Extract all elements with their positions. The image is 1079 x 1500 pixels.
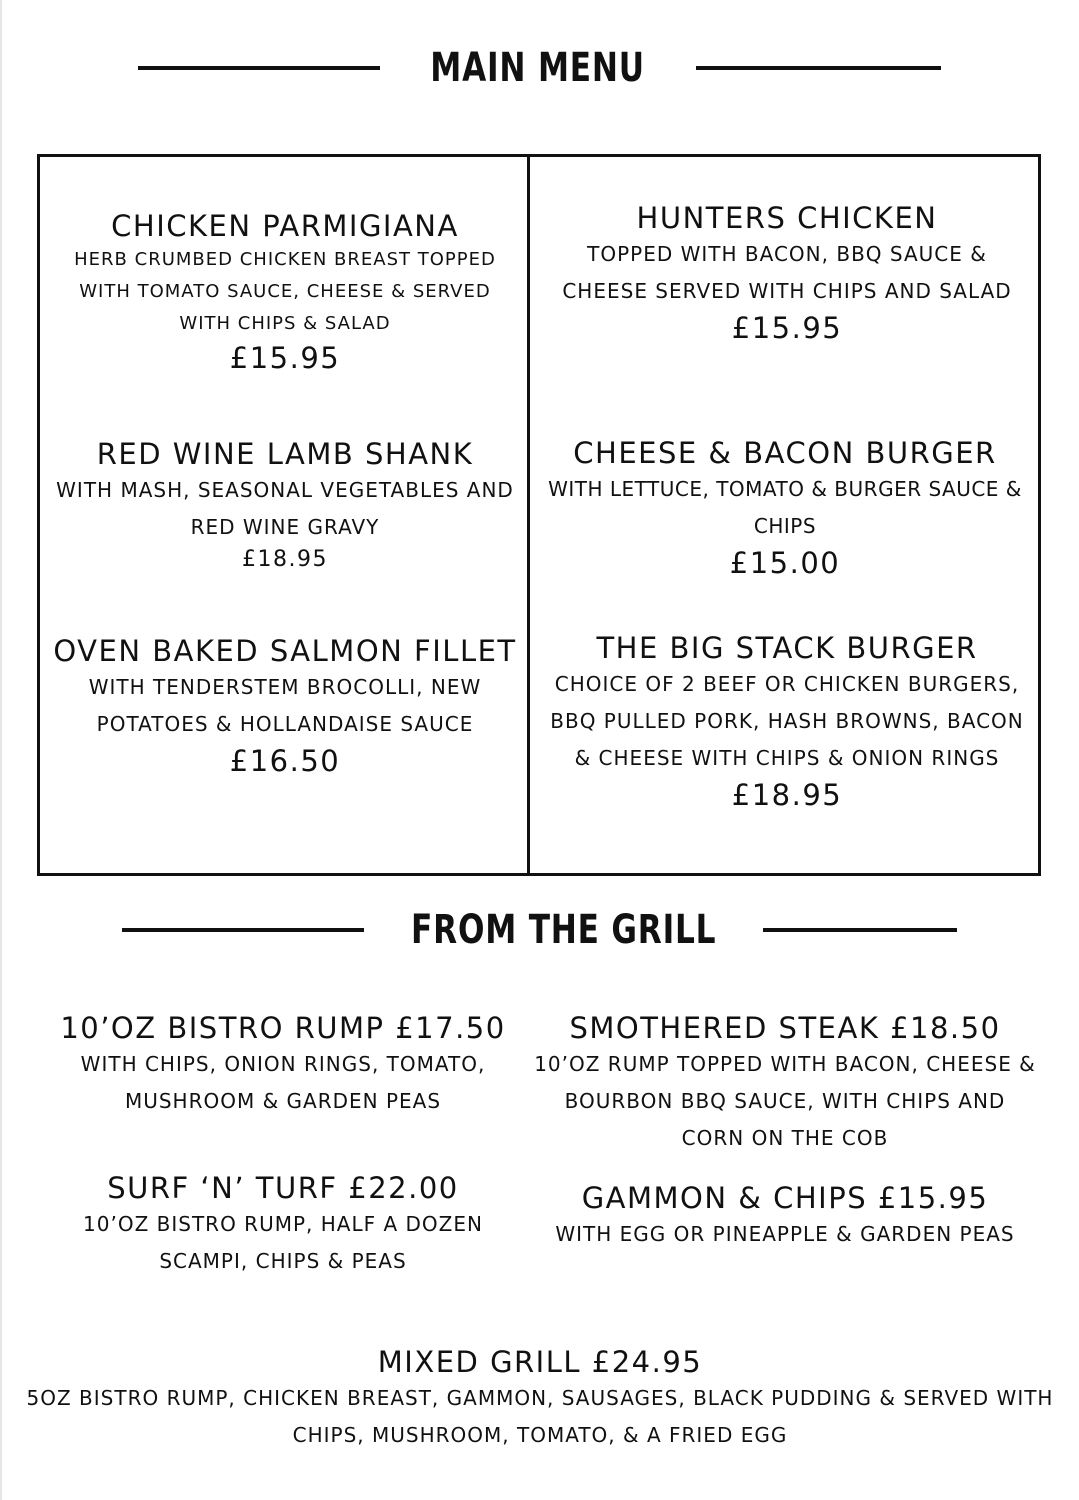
grill-title: FROM THE GRILL	[410, 907, 717, 953]
item-description: HERB CRUMBED CHICKEN BREAST TOPPED WITH TOMATO SAUCE, CHEESE & SERVED WITH CHIPS & SALAD	[74, 248, 496, 334]
item-description: 10’OZ BISTRO RUMP, HALF A DOZEN SCAMPI, CHIPS & PEAS	[83, 1211, 483, 1273]
item-price: £18.95	[731, 777, 843, 812]
item-name: CHICKEN PARMIGIANA	[111, 209, 459, 243]
main-menu-box	[37, 154, 1041, 876]
menu-item	[530, 436, 1040, 582]
item-name: MIXED GRILL £24.95	[377, 1345, 703, 1379]
item-description: CHOICE OF 2 BEEF OR CHICKEN BURGERS, BBQ PULLED PORK, HASH BROWNS, BACON & CHEESE WITH CHIPS & ONION RINGS	[550, 671, 1024, 770]
item-name: OVEN BAKED SALMON FILLET	[53, 634, 517, 668]
heading-rule-left	[122, 928, 364, 932]
grill-heading	[0, 907, 1079, 953]
item-description: WITH EGG OR PINEAPPLE & GARDEN PEAS	[555, 1221, 1015, 1246]
main-menu-title: MAIN MENU	[430, 45, 646, 91]
menu-item	[534, 201, 1040, 347]
item-name: SURF ‘N’ TURF £22.00	[107, 1171, 459, 1205]
heading-rule-right	[763, 928, 957, 932]
heading-rule-right	[696, 66, 941, 70]
menu-item	[50, 437, 520, 574]
grill-item	[40, 1171, 526, 1280]
item-name: GAMMON & CHIPS £15.95	[581, 1181, 989, 1215]
item-name: THE BIG STACK BURGER	[596, 631, 978, 665]
item-name: RED WINE LAMB SHANK	[96, 437, 474, 471]
page-edge	[0, 0, 2, 1500]
item-price: £15.95	[731, 310, 843, 345]
item-name: SMOTHERED STEAK £18.50	[569, 1011, 1001, 1045]
grill-item	[20, 1345, 1060, 1454]
main-menu-heading	[0, 45, 1079, 91]
item-description: WITH LETTUCE, TOMATO & BURGER SAUCE & CHIPS	[548, 476, 1022, 538]
menu-item	[50, 209, 520, 377]
item-description: WITH CHIPS, ONION RINGS, TOMATO, MUSHROOM & GARDEN PEAS	[80, 1051, 486, 1113]
item-description: 5OZ BISTRO RUMP, CHICKEN BREAST, GAMMON, SAUSAGES, BLACK PUDDING & SERVED WITH CHIPS, MUSHROOM, TOMATO, & A FRIED EGG	[26, 1385, 1054, 1447]
grill-item	[530, 1181, 1040, 1253]
menu-item	[50, 634, 520, 780]
item-price: £15.00	[729, 545, 841, 580]
heading-rule-left	[138, 66, 380, 70]
grill-item	[40, 1011, 526, 1120]
menu-item	[534, 631, 1040, 814]
item-description: WITH MASH, SEASONAL VEGETABLES AND RED WINE GRAVY	[56, 477, 514, 539]
item-description: TOPPED WITH BACON, BBQ SAUCE & CHEESE SERVED WITH CHIPS AND SALAD	[562, 241, 1012, 303]
item-name: HUNTERS CHICKEN	[636, 201, 938, 235]
item-name: CHEESE & BACON BURGER	[573, 436, 997, 470]
item-description: WITH TENDERSTEM BROCOLLI, NEW POTATOES & HOLLANDAISE SAUCE	[88, 674, 482, 736]
item-price: £15.95	[229, 340, 341, 375]
item-price: £16.50	[229, 743, 341, 778]
item-price: £18.95	[242, 546, 328, 572]
grill-item	[530, 1011, 1040, 1157]
item-description: 10’OZ RUMP TOPPED WITH BACON, CHEESE & BOURBON BBQ SAUCE, WITH CHIPS AND CORN ON THE COB	[534, 1051, 1036, 1150]
item-name: 10’OZ BISTRO RUMP £17.50	[60, 1011, 506, 1045]
